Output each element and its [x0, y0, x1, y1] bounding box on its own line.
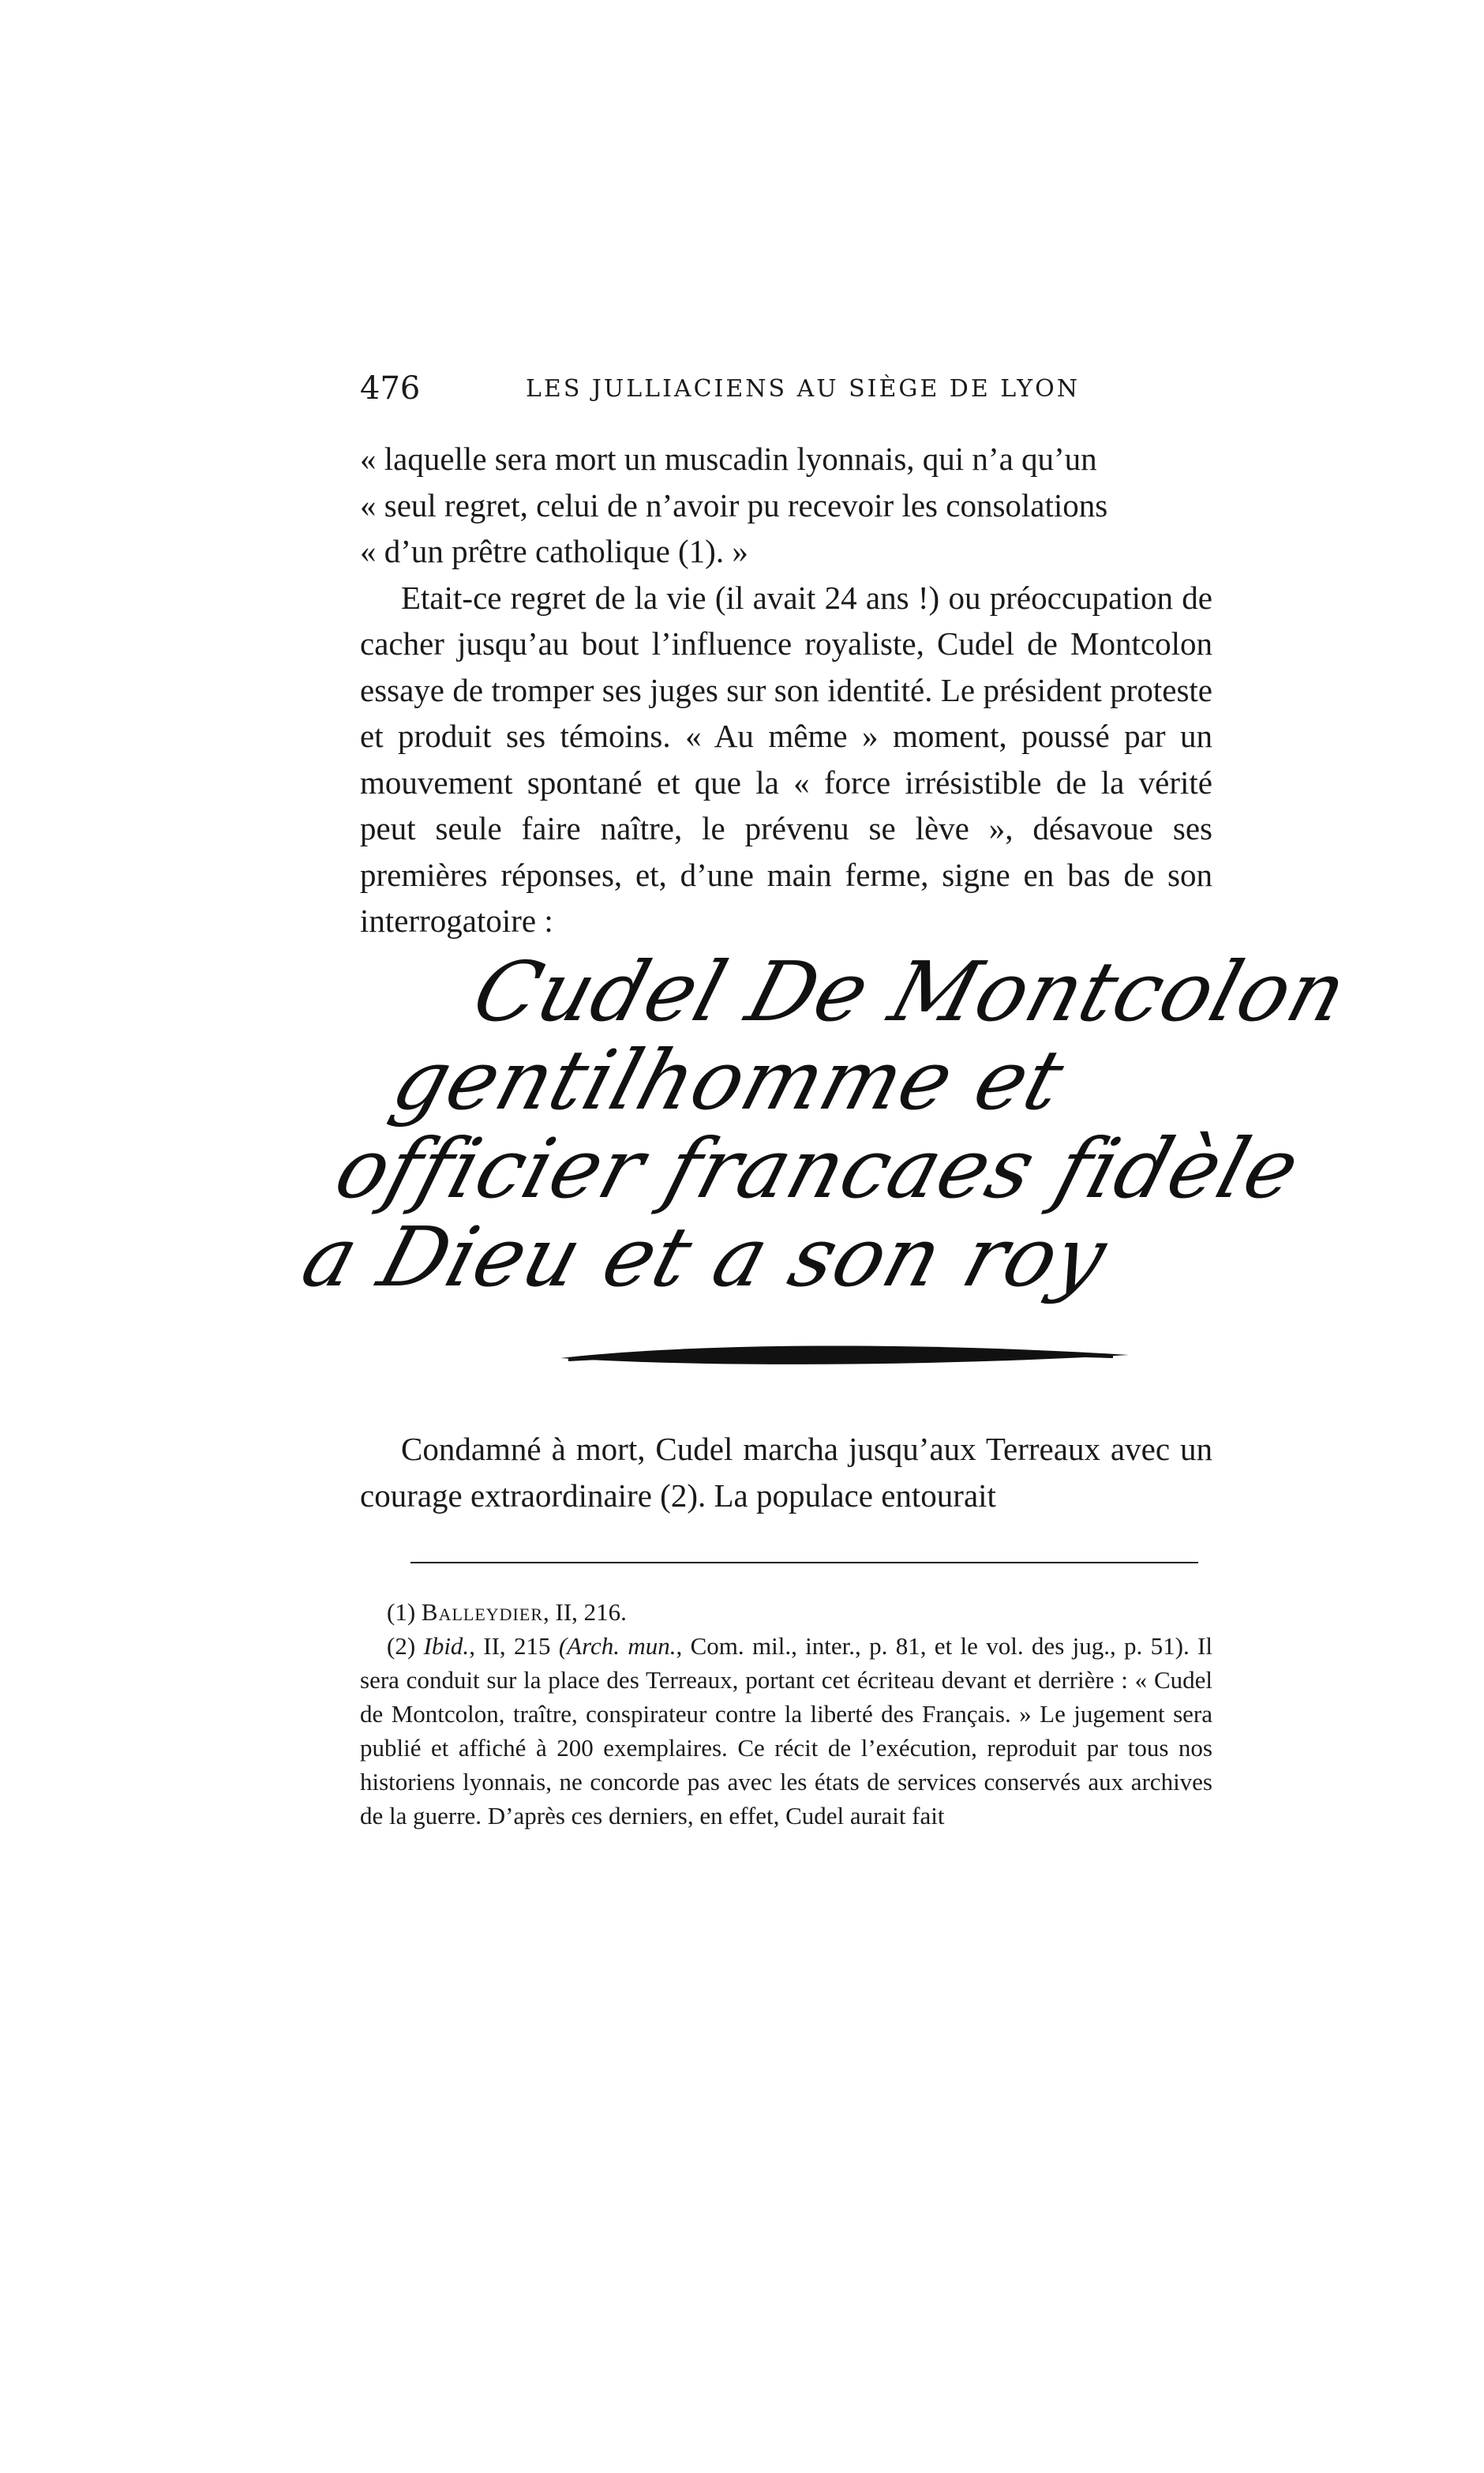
- footnote-author: Balleydier: [421, 1598, 543, 1626]
- page-number: 476: [360, 370, 421, 407]
- running-title: LES JULLIACIENS AU SIÈGE DE LYON: [526, 375, 1080, 403]
- signature-line: officier francaes fidèle: [325, 1120, 1310, 1217]
- quote-line: « seul regret, celui de n’avoir pu recevoir les consolations: [360, 486, 1108, 523]
- signature-text: [270, 944, 1358, 1305]
- footnote-text: , Com. mil., inter., p. 81, et le vol. des jug., p. 51). Il sera conduit sur la place des Terreaux, portant cet écriteau devant et derrière : « Cudel de Montcolon, traître, conspirateur contre la liberté des Français. » Le jugement sera publié et affiché à 200 exemplaires. Ce récit de l’exécution, reproduit par tous nos historiens lyonnais, ne concorde pas avec les états de services conservés aux archives de la guerre. D’après ces derniers, en effet, Cudel aurait fait: [360, 1632, 1212, 1829]
- footnote-archive: (Arch. mun.: [558, 1632, 676, 1660]
- handwritten-signature: [292, 944, 1358, 1390]
- quote-line: « laquelle sera mort un muscadin lyonnais, qui n’a qu’un: [360, 441, 1097, 477]
- signature-line: a Dieu et a son roy: [292, 1209, 1118, 1305]
- signature-line: gentilhomme et: [382, 1032, 1075, 1128]
- footnote-text: , II, 215: [469, 1632, 559, 1660]
- body-text-bottom: [360, 1426, 1212, 1518]
- paragraph: Etait-ce regret de la vie (il avait 24 ans !) ou préoccupation de cacher jusqu’au bout l’influence royaliste, Cudel de Montcolon essaye de tromper ses juges sur son identité. Le président proteste et produit ses témoins. « Au même » moment, poussé par un mouvement spontané et que la « force irrésistible de la vérité peut seule faire naître, le prévenu se lève », désavoue ses premières réponses, et, d’une main ferme, signe en bas de son interrogatoire :: [360, 579, 1212, 939]
- footnotes: [360, 1595, 1212, 1833]
- footnote-2: [360, 1629, 1212, 1833]
- body-text-top: [360, 436, 1212, 944]
- footnote-divider: [410, 1562, 1198, 1563]
- footnote-text: , II, 216.: [543, 1598, 627, 1626]
- signature-line: Cudel De Montcolon: [463, 944, 1358, 1040]
- running-head: [360, 365, 1212, 412]
- footnote-ibid: Ibid.: [423, 1632, 470, 1660]
- paragraph: Condamné à mort, Cudel marcha jusqu’aux Terreaux avec un courage extraordinaire (2). La populace entourait: [360, 1431, 1212, 1514]
- footnote-marker: (1): [387, 1598, 422, 1626]
- footnote-marker: (2): [387, 1632, 424, 1660]
- quote-line: « d’un prêtre catholique (1). »: [360, 533, 748, 569]
- footnote-1: [360, 1595, 1212, 1629]
